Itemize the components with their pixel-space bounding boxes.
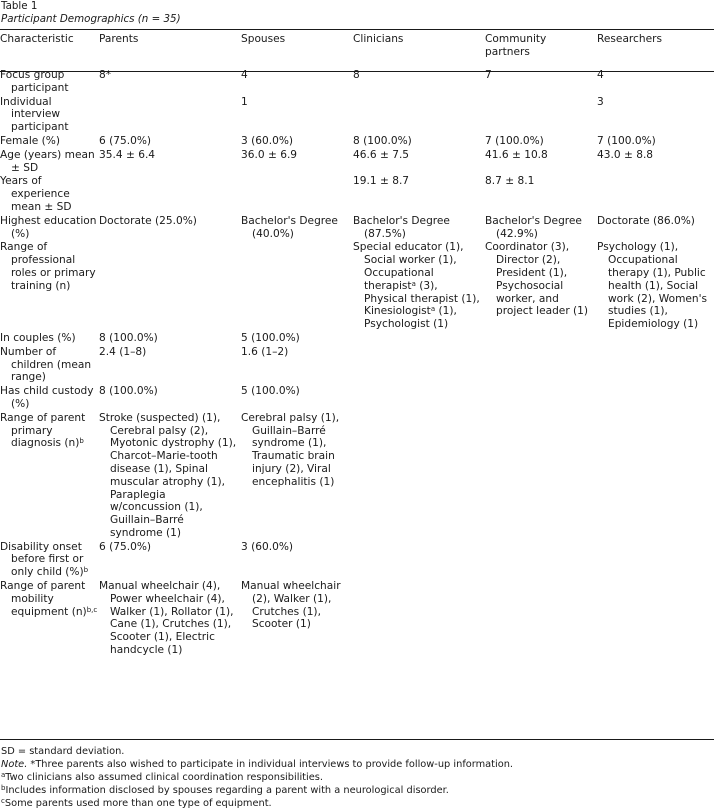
cell-text — [241, 346, 353, 359]
row-label — [0, 95, 99, 134]
cell-value: 5 (100.0%) — [241, 385, 300, 398]
cell-text — [597, 149, 714, 162]
note-general — [1, 758, 513, 771]
row-label-text — [0, 215, 99, 241]
table-cell-clinicians — [353, 134, 485, 148]
table-cell-community-partners — [485, 148, 597, 175]
row-label-value: Female (%) — [0, 134, 61, 147]
row-label-text — [0, 346, 99, 384]
row-label — [0, 148, 99, 175]
table-cell-parents — [99, 148, 241, 175]
cell-text — [485, 149, 597, 162]
table-cell-researchers — [597, 174, 714, 213]
row-label-value: Range of parent primary diagnosis (n) — [0, 411, 86, 450]
table-cell-spouses — [241, 214, 353, 241]
table-cell-parents — [99, 411, 241, 540]
table-cell-researchers — [597, 331, 714, 345]
footnote-b — [1, 784, 513, 797]
cell-value: Manual wheelchair (4), Power wheelchair (4), Walker (1), Rollator (1), Cane (1), Crutches (1), Scooter (1), Electric handcycle (1) — [99, 580, 234, 657]
table-cell-spouses — [241, 174, 353, 213]
table-cell-parents — [99, 240, 241, 331]
row-label-text — [0, 175, 99, 213]
table-cell-clinicians — [353, 411, 485, 540]
column-header-characteristic: Characteristic — [0, 33, 74, 45]
table-cell-spouses — [241, 384, 353, 411]
row-label — [0, 411, 99, 540]
cell-text — [241, 385, 353, 398]
cell-value: 6 (75.0%) — [99, 540, 152, 553]
footnote-c — [1, 797, 513, 810]
table-row — [0, 134, 714, 148]
note-text: *Three parents also wished to participate in individual interviews to provide follow-up information. — [27, 759, 514, 770]
cell-value: (3), Physical therapist (1), Kinesiologist — [364, 279, 480, 318]
table-cell-clinicians — [353, 331, 485, 345]
table-cell-community-partners — [485, 68, 597, 95]
note-sd: SD = standard deviation. — [1, 746, 125, 757]
table-cell-spouses — [241, 95, 353, 134]
row-label — [0, 68, 99, 95]
row-label-value: In couples (%) — [0, 331, 76, 344]
row-label-text — [0, 241, 99, 292]
footnote-c-mark: c — [1, 797, 5, 805]
cell-value: Doctorate (86.0%) — [597, 214, 695, 227]
cell-value: 8.7 ± 8.1 — [485, 175, 535, 188]
table-cell-spouses — [241, 148, 353, 175]
table-cell-parents — [99, 579, 241, 657]
cell-text — [485, 69, 597, 82]
row-label-value: Highest education (%) — [0, 214, 97, 240]
table-cell-researchers — [597, 540, 714, 579]
cell-text — [99, 69, 241, 82]
cell-text — [241, 135, 353, 148]
cell-value: 5 (100.0%) — [241, 331, 300, 344]
cell-value: 7 (100.0%) — [485, 134, 544, 147]
table-cell-community-partners — [485, 579, 597, 657]
table-cell-parents — [99, 68, 241, 95]
row-label-text — [0, 385, 99, 411]
cell-value: 35.4 ± 6.4 — [99, 148, 156, 161]
row-label — [0, 345, 99, 384]
table-cell-researchers — [597, 68, 714, 95]
row-label-value: Focus group participant — [0, 69, 69, 94]
table-cell-researchers — [597, 214, 714, 241]
footnote-c-text: Some parents used more than one type of equipment. — [4, 798, 272, 809]
table-cell-community-partners — [485, 384, 597, 411]
table-cell-spouses — [241, 540, 353, 579]
footnote-marker: b — [83, 566, 89, 575]
cell-value: 36.0 ± 6.9 — [241, 148, 298, 161]
table-cell-clinicians — [353, 240, 485, 331]
cell-text — [485, 215, 597, 241]
table-cell-parents — [99, 134, 241, 148]
cell-text — [99, 149, 241, 162]
row-label-value: Age (years) mean ± SD — [0, 148, 95, 174]
table-cell-researchers — [597, 134, 714, 148]
cell-value: 1 — [241, 95, 248, 108]
cell-value: Stroke (suspected) (1), Cerebral palsy (2), Myotonic dystrophy (1), Charcot–Marie-tooth disease (1), Spinal muscular atrophy (1), Paraplegia w/concussion (1), Guillain–Barré syndrome (1) — [99, 411, 237, 539]
table-cell-parents — [99, 95, 241, 134]
cell-text — [353, 135, 485, 148]
cell-text — [597, 96, 714, 109]
cell-value: Special educator (1), Social worker (1), Occupational therapist — [353, 241, 464, 292]
footnote-marker: a — [411, 279, 416, 288]
cell-text — [241, 412, 353, 489]
row-label-text — [0, 96, 99, 134]
cell-text — [597, 69, 714, 82]
table-cell-spouses — [241, 411, 353, 540]
table-cell-researchers — [597, 411, 714, 540]
cell-value: 1.6 (1–2) — [241, 345, 289, 358]
row-label-value: Disability onset before first or only child (%) — [0, 540, 84, 579]
table-title: Participant Demographics (n = 35) — [1, 13, 181, 25]
cell-text — [485, 241, 597, 318]
table-cell-spouses — [241, 331, 353, 345]
cell-value: (1), Psychologist (1) — [364, 305, 457, 331]
cell-text — [353, 175, 485, 188]
table-cell-community-partners — [485, 540, 597, 579]
footnote-a-mark: a — [1, 771, 6, 779]
cell-value: Bachelor's Degree (40.0%) — [241, 214, 338, 240]
row-label-value: Years of experience mean ± SD — [0, 175, 72, 213]
table-cell-clinicians — [353, 384, 485, 411]
cell-text — [99, 412, 241, 540]
table-cell-community-partners — [485, 411, 597, 540]
cell-text — [99, 541, 241, 554]
table-row — [0, 540, 714, 579]
cell-value: 8 — [353, 69, 360, 81]
column-header-parents: Parents — [99, 33, 139, 45]
cell-value: 3 (60.0%) — [241, 134, 294, 147]
table-cell-researchers — [597, 384, 714, 411]
table-cell-parents — [99, 384, 241, 411]
table-cell-community-partners — [485, 214, 597, 241]
cell-text — [353, 149, 485, 162]
cell-text — [597, 241, 714, 331]
table-cell-spouses — [241, 345, 353, 384]
cell-value: 7 (100.0%) — [597, 134, 656, 147]
row-label — [0, 540, 99, 579]
table-label: Table 1 — [1, 0, 38, 12]
row-label-text — [0, 332, 99, 345]
table-cell-clinicians — [353, 345, 485, 384]
table-cell-clinicians — [353, 68, 485, 95]
table-cell-clinicians — [353, 95, 485, 134]
cell-value: 8 (100.0%) — [353, 134, 412, 147]
table-row — [0, 345, 714, 384]
table-cell-clinicians — [353, 174, 485, 213]
table-cell-clinicians — [353, 148, 485, 175]
table-cell-parents — [99, 345, 241, 384]
footnote-a-text: Two clinicians also assumed clinical coordination responsibilities. — [5, 772, 323, 783]
cell-value: 3 (60.0%) — [241, 540, 294, 553]
table-top-rule — [0, 29, 714, 30]
cell-value: Bachelor's Degree (42.9%) — [485, 214, 582, 240]
table-row — [0, 240, 714, 331]
row-label-value: Range of parent mobility equipment (n) — [0, 580, 87, 618]
column-header-community-partners: Community partners — [485, 33, 547, 58]
row-label-value: Has child custody (%) — [0, 385, 94, 410]
row-label-value: Individual interview participant — [0, 95, 69, 134]
cell-value: 6 (75.0%) — [99, 134, 152, 147]
footnote-marker: b — [79, 437, 84, 446]
cell-value: Coordinator (3), Director (2), President (1), Psychosocial worker, and project leader (1) — [485, 241, 589, 318]
row-label-value: Range of professional roles or primary training (n) — [0, 241, 96, 292]
table-cell-community-partners — [485, 331, 597, 345]
cell-value: Bachelor's Degree (87.5%) — [353, 214, 450, 240]
footnote-a — [1, 771, 513, 784]
row-label — [0, 214, 99, 241]
cell-value: 8 (100.0%) — [99, 385, 158, 398]
cell-value: 7 — [485, 69, 492, 81]
table-cell-spouses — [241, 134, 353, 148]
cell-value: 46.6 ± 7.5 — [353, 148, 410, 161]
table-cell-community-partners — [485, 240, 597, 331]
table-cell-parents — [99, 540, 241, 579]
column-header-clinicians: Clinicians — [353, 33, 404, 45]
table-row — [0, 331, 714, 345]
row-label — [0, 134, 99, 148]
cell-value: Psychology (1), Occupational therapy (1), Public health (1), Social work (2), Women's studies (1), Epidemiology (1) — [597, 241, 708, 331]
row-label-value: Number of children (mean range) — [0, 345, 92, 384]
cell-text — [99, 346, 241, 359]
cell-value: 8* — [99, 69, 112, 81]
table-cell-parents — [99, 174, 241, 213]
table-cell-researchers — [597, 240, 714, 331]
table-row — [0, 174, 714, 213]
cell-text — [485, 135, 597, 148]
table-notes — [1, 745, 513, 810]
cell-value: 8 (100.0%) — [99, 331, 158, 344]
table-cell-community-partners — [485, 134, 597, 148]
row-label — [0, 331, 99, 345]
cell-value: 41.6 ± 10.8 — [485, 148, 548, 161]
table-caption — [1, 0, 181, 26]
table-cell-researchers — [597, 345, 714, 384]
footnote-b-mark: b — [1, 784, 6, 792]
table-cell-clinicians — [353, 214, 485, 241]
cell-value: 4 — [241, 69, 248, 81]
table-cell-researchers — [597, 148, 714, 175]
row-label — [0, 174, 99, 213]
table-row — [0, 384, 714, 411]
cell-value: Doctorate (25.0%) — [99, 214, 197, 227]
row-label-text — [0, 541, 99, 579]
cell-value: 2.4 (1–8) — [99, 345, 147, 358]
cell-text — [241, 541, 353, 554]
cell-value: Manual wheelchair (2), Walker (1), Crutches (1), Scooter (1) — [241, 580, 341, 631]
cell-text — [597, 215, 714, 228]
cell-text — [353, 69, 485, 82]
cell-value: 19.1 ± 8.7 — [353, 175, 410, 188]
cell-text — [597, 135, 714, 148]
cell-text — [241, 332, 353, 345]
cell-text — [241, 96, 353, 109]
row-label-text — [0, 149, 99, 175]
cell-value: Cerebral palsy (1), Guillain–Barré syndrome (1), Traumatic brain injury (2), Viral encephalitis (1) — [241, 411, 340, 488]
column-header-spouses: Spouses — [241, 33, 286, 45]
row-label — [0, 240, 99, 331]
footnote-marker: b,c — [86, 605, 98, 614]
cell-text — [241, 69, 353, 82]
cell-text — [485, 175, 597, 188]
footnote-marker: a — [430, 305, 436, 314]
cell-value: 4 — [597, 69, 604, 81]
table-cell-spouses — [241, 68, 353, 95]
cell-text — [99, 332, 241, 345]
demographics-table — [0, 33, 714, 657]
cell-text — [353, 241, 485, 331]
row-label-text — [0, 580, 99, 618]
table-row — [0, 68, 714, 95]
row-label — [0, 579, 99, 657]
cell-text — [241, 580, 353, 631]
table-row — [0, 95, 714, 134]
table-header-row — [0, 33, 714, 68]
table-cell-community-partners — [485, 95, 597, 134]
cell-text — [99, 580, 241, 657]
cell-value: 43.0 ± 8.8 — [597, 148, 654, 161]
note-label: Note. — [1, 759, 28, 770]
row-label-text — [0, 69, 99, 95]
cell-text — [99, 215, 241, 228]
table-cell-clinicians — [353, 540, 485, 579]
table-cell-researchers — [597, 579, 714, 657]
table-row — [0, 411, 714, 540]
footnote-b-text: Includes information disclosed by spouses regarding a parent with a neurological disorder. — [5, 785, 449, 796]
table-cell-community-partners — [485, 345, 597, 384]
table-row — [0, 579, 714, 657]
row-label — [0, 384, 99, 411]
row-label-text — [0, 412, 99, 450]
table-cell-spouses — [241, 240, 353, 331]
cell-text — [99, 135, 241, 148]
cell-text — [99, 385, 241, 398]
column-header-researchers: Researchers — [597, 33, 662, 45]
cell-text — [241, 149, 353, 162]
table-bottom-rule — [0, 739, 714, 740]
table-cell-researchers — [597, 95, 714, 134]
table-cell-parents — [99, 331, 241, 345]
cell-text — [353, 215, 485, 241]
cell-value: 3 — [597, 95, 604, 108]
row-label-text — [0, 135, 99, 148]
table-cell-parents — [99, 214, 241, 241]
table-cell-clinicians — [353, 579, 485, 657]
table-cell-spouses — [241, 579, 353, 657]
cell-text — [241, 215, 353, 241]
table-cell-community-partners — [485, 174, 597, 213]
table-row — [0, 214, 714, 241]
table-row — [0, 148, 714, 175]
